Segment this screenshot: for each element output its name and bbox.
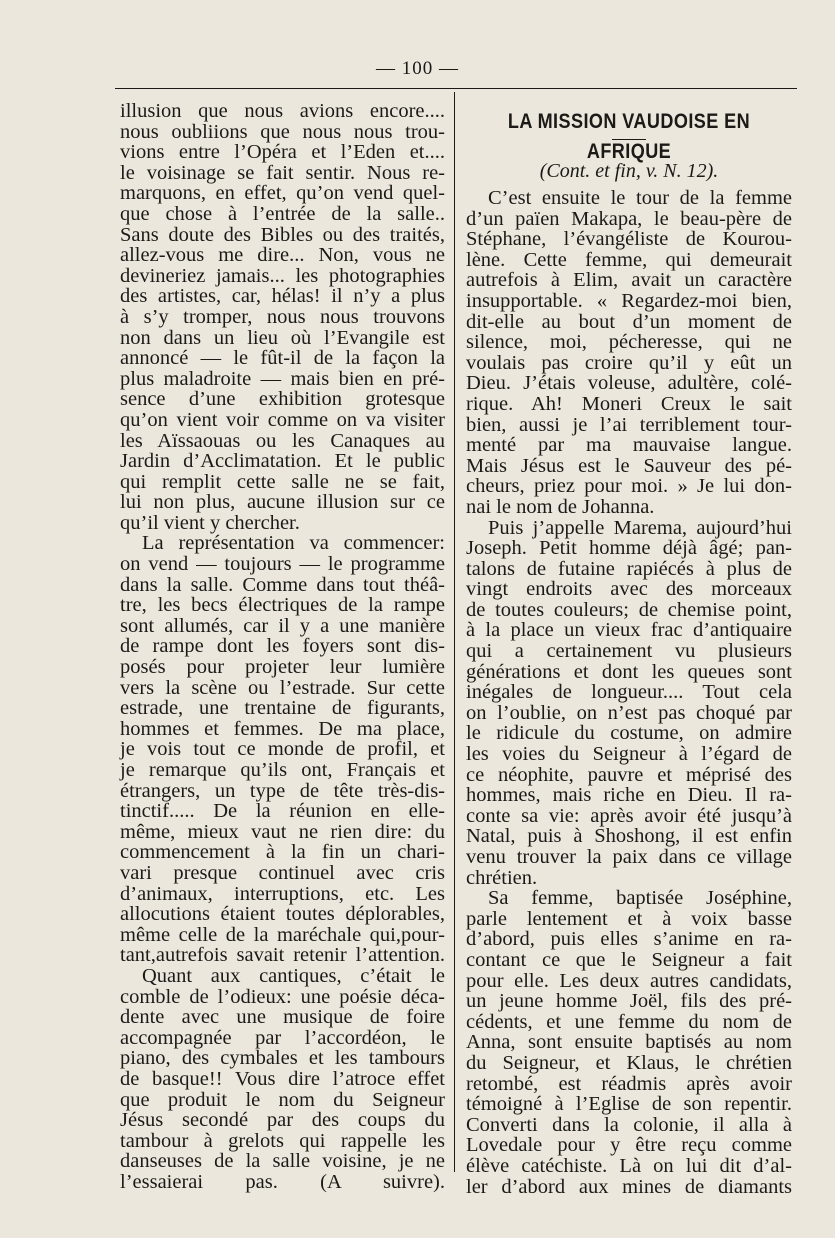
text-line: le voisinage se fait sentir. Nous re- — [120, 161, 445, 184]
text-line: nai le nom de Johanna. — [466, 495, 655, 518]
text-line: Stéphane, l’évangéliste de Kourou- — [466, 228, 792, 251]
text-line: Sa femme, baptisée Joséphine, — [488, 887, 792, 910]
text-line: Anna, sont ensuite baptisés au nom — [466, 1031, 792, 1054]
text-line: accompagnée par l’accordéon, le — [120, 1026, 445, 1049]
text-line: à s’y tromper, nous nous trouvons — [120, 305, 445, 328]
header-rule — [115, 88, 797, 89]
text-line: de basque!! Vous dire l’atroce effet — [120, 1067, 445, 1090]
text-line: je vois tout ce monde de profil, et — [120, 738, 445, 761]
text-line: on vend — toujours — le programme — [120, 553, 445, 576]
text-line: nous oubliions que nous nous trou- — [120, 120, 445, 143]
text-line: que produit le nom du Seigneur — [120, 1088, 445, 1111]
text-line: étrangers, un type de tête très-dis- — [120, 779, 445, 802]
text-line: que chose à l’entrée de la salle.. — [120, 202, 445, 225]
text-line: pour elle. Les deux autres candidats, — [466, 969, 792, 992]
text-line: vari presque continuel avec cris — [120, 861, 445, 884]
text-line: un jeune homme Joël, fils des pré- — [466, 990, 792, 1013]
text-line: retombé, est réadmis après avoir — [466, 1072, 792, 1095]
text-line: posés pour projeter leur lumière — [120, 656, 445, 679]
text-line: illusion que nous avions encore.... — [120, 100, 445, 122]
text-line: d’un païen Makapa, le beau-père de — [466, 207, 792, 230]
text-line: dans la salle. Comme dans tout théâ- — [120, 573, 445, 596]
text-line: qu’il vient y chercher. — [120, 511, 300, 534]
text-line: plus maladroite — mais bien en pré- — [120, 367, 445, 390]
article-heading: LA MISSION VAUDOISE EN AFRIQUE — [507, 110, 751, 163]
text-line: bien, aussi je l’ai terriblement tour- — [466, 413, 792, 436]
text-line: marquons, en effet, qu’on vend quel- — [120, 182, 445, 205]
text-line: cédents, et une femme du nom de — [466, 1010, 792, 1033]
text-line: de rampe dont les foyers sont dis- — [120, 635, 445, 658]
text-line: d’abord, puis elles s’anime en ra- — [466, 928, 792, 951]
text-line: vions entre l’Opéra et l’Eden et.... — [120, 141, 445, 164]
right-column-text — [466, 188, 792, 1197]
text-line: des artistes, car, hélas! il n’y a plus — [120, 285, 445, 308]
text-line: les voies du Seigneur à l’égard de — [466, 743, 792, 766]
text-line: Dieu. J’étais voleuse, adultère, colé- — [466, 372, 792, 395]
text-line: chrétien. — [466, 866, 538, 889]
text-line: d’animaux, interruptions, etc. Les — [120, 882, 445, 905]
left-column — [120, 101, 445, 1192]
text-line: C’est ensuite le tour de la femme — [488, 187, 792, 209]
text-line: lui non plus, aucune illusion sur ce — [120, 491, 445, 514]
text-line: sont allumés, car il y a une manière — [120, 614, 445, 637]
text-line: l’essaierai pas. (A suivre). — [120, 1170, 445, 1193]
text-line: les Aïssaouas ou les Canaques au — [120, 429, 445, 452]
text-line: vers la scène ou l’estrade. Sur cette — [120, 676, 445, 699]
text-line: tinctif..... De la réunion en elle- — [120, 800, 445, 823]
text-line: hommes, mais riche en Dieu. Il ra- — [466, 784, 792, 807]
column-divider — [454, 92, 455, 1172]
text-line: à la place un vieux frac d’antiquaire — [466, 619, 792, 642]
text-line: ler d’abord aux mines de diamants — [466, 1175, 792, 1198]
text-line: dente avec une musique de foire — [120, 1006, 445, 1029]
text-line: Natal, puis à Shoshong, il est enfin — [466, 825, 792, 848]
text-line: qui a certainement vu plusieurs — [466, 640, 792, 663]
text-line: allocutions étaient toutes déplorables, — [120, 903, 445, 926]
text-line: Jésus secondé par des coups du — [120, 1109, 445, 1132]
right-column — [466, 101, 792, 1197]
text-line: Jardin d’Acclimatation. Et le public — [120, 450, 445, 473]
text-line: non dans un lieu où l’Evangile est — [120, 326, 445, 349]
text-line: insupportable. « Regardez-moi bien, — [466, 289, 792, 312]
text-line: sence d’une exhibition grotesque — [120, 388, 445, 411]
text-line: dit-elle au bout d’un moment de — [466, 310, 792, 333]
article-subtitle: (Cont. et fin, v. N. 12). — [539, 160, 719, 182]
text-line: générations et dont les queues sont — [466, 660, 792, 683]
text-line: je remarque qu’ils ont, Français et — [120, 759, 445, 781]
text-line: lène. Cette femme, qui demeurait — [466, 248, 792, 271]
text-line: autrefois à Elim, avait un caractère — [466, 269, 792, 292]
text-line: silence, moi, pécheresse, qui ne — [466, 331, 792, 354]
text-line: menté par ma mauvaise langue. — [466, 434, 792, 457]
text-line: tre, les becs électriques de la rampe — [120, 594, 445, 617]
text-line: inégales de longueur.... Tout cela — [466, 681, 792, 704]
text-line: Mais Jésus est le Sauveur des pé- — [466, 454, 792, 477]
text-line: témoigné à l’Eglise de son repentir. — [466, 1093, 792, 1116]
text-line: du Seigneur, et Klaus, le chrétien — [466, 1051, 792, 1074]
text-line: La représentation va commencer: — [142, 532, 445, 555]
text-line: Puis j’appelle Marema, aujourd’hui — [488, 516, 792, 539]
text-line: Lovedale pour y être reçu comme — [466, 1134, 792, 1157]
text-line: Joseph. Petit homme déjà âgé; pan- — [466, 537, 792, 560]
text-line: talons de futaine rapiécés à plus de — [466, 557, 792, 580]
text-line: vingt endroits avec des morceaux — [466, 578, 792, 601]
text-line: hommes et femmes. De ma place, — [120, 717, 445, 740]
text-line: Converti dans la colonie, il alla à — [466, 1113, 792, 1136]
text-line: on l’oublie, on n’est pas choqué par — [466, 701, 792, 724]
text-line: élève catéchiste. Là on lui dit d’al- — [466, 1154, 792, 1177]
text-line: voulais pas croire qu’il y eût un — [466, 351, 792, 374]
text-line: même celle de la maréchale qui,pour- — [120, 923, 445, 946]
text-line: commencement à la fin un chari- — [120, 841, 445, 864]
text-line: tambour à grelots qui rappelle les — [120, 1129, 445, 1152]
page-number: — 100 — — [376, 58, 459, 79]
text-line: devineriez jamais... les photographies — [120, 264, 445, 287]
text-line: allez-vous me dire... Non, vous ne — [120, 244, 445, 267]
text-line: annoncé — le fût-il de la façon la — [120, 347, 445, 370]
text-line: parle lentement et à voix basse — [466, 907, 792, 930]
text-line: même, mieux vaut ne rien dire: du — [120, 820, 445, 843]
text-line: Quant aux cantiques, c’était le — [142, 964, 445, 987]
text-line: rique. Ah! Moneri Creux le sait — [466, 392, 792, 415]
text-line: ce néophite, pauvre et méprisé des — [466, 763, 792, 786]
text-line: cheurs, priez pour moi. » Je lui don- — [466, 475, 792, 498]
text-line: danseuses de la salle voisine, je ne — [120, 1150, 445, 1173]
text-line: comble de l’odieux: une poésie déca- — [120, 985, 445, 1008]
text-line: estrade, une trentaine de figurants, — [120, 697, 445, 720]
text-line: contant ce que le Seigneur a fait — [466, 948, 792, 971]
text-line: tant,autrefois savait retenir l’attention. — [120, 944, 445, 967]
text-line: Sans doute des Bibles ou des traités, — [120, 223, 445, 246]
text-line: qu’on vient voir comme on va visiter — [120, 408, 445, 431]
text-line: venu trouver la paix dans ce village — [466, 846, 792, 868]
text-line: le ridicule du costume, on admire — [466, 722, 792, 745]
text-line: conte sa vie: après avoir été jusqu’à — [466, 804, 792, 827]
text-line: de toutes couleurs; de chemise point, — [466, 598, 792, 621]
text-line: piano, des cymbales et les tambours — [120, 1047, 445, 1070]
text-line: qui remplit cette salle ne se fait, — [120, 470, 445, 493]
